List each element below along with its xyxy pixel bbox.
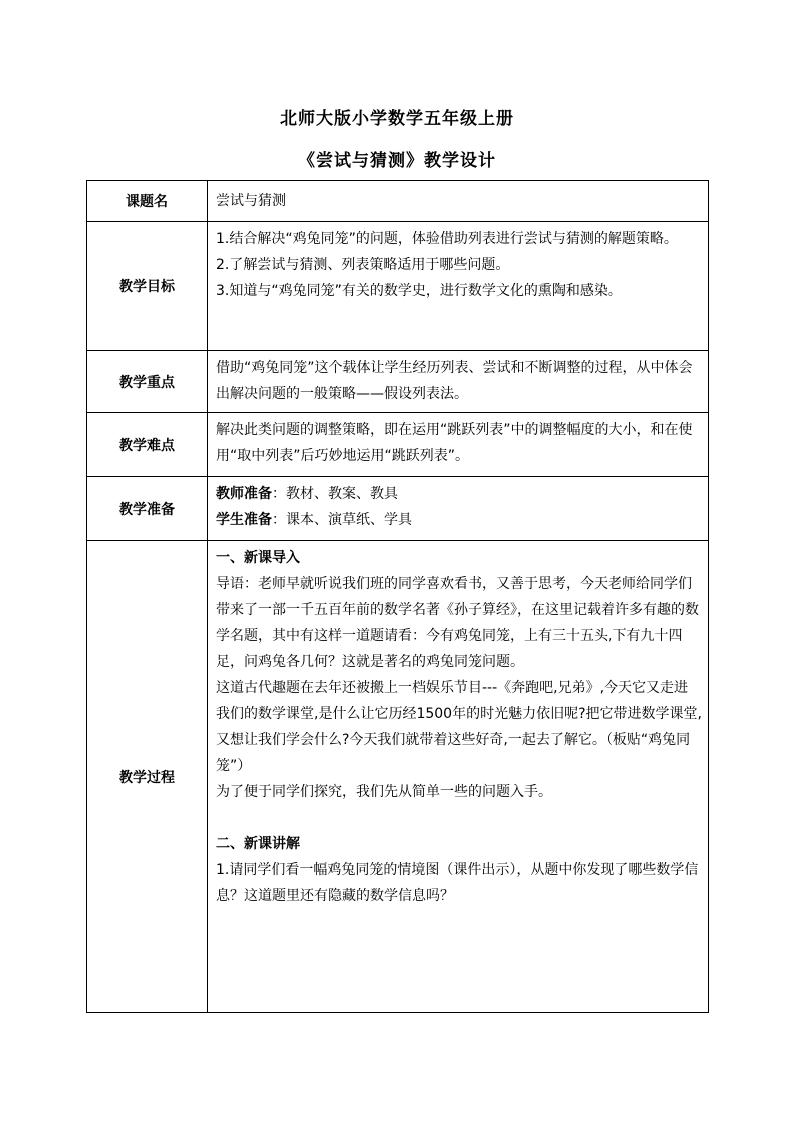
section2-heading: 二、新课讲解 <box>216 836 300 852</box>
row-key-points <box>87 351 709 413</box>
teacher-preparation-text: ：教材、教案、教具 <box>272 486 398 502</box>
content-key-points <box>208 351 709 413</box>
content-goals <box>208 222 709 351</box>
teacher-preparation <box>216 481 702 507</box>
teacher-preparation-label: 教师准备 <box>216 486 272 502</box>
row-preparation <box>87 477 709 541</box>
topic-text: 尝试与猜测 <box>216 193 286 209</box>
goal-item-2: 2.了解尝试与猜测、列表策略适用于哪些问题。 <box>216 257 510 273</box>
document-title-line2: 《尝试与猜测》教学设计 <box>298 151 496 171</box>
content-difficulties <box>208 413 709 477</box>
document-title-line1: 北师大版小学数学五年级上册 <box>280 109 514 129</box>
row-process <box>87 541 709 1013</box>
lesson-plan-table <box>86 180 709 1013</box>
label-difficulties: 教学难点 <box>87 413 208 477</box>
label-goals: 教学目标 <box>87 222 208 351</box>
student-preparation <box>216 507 702 533</box>
section1-paragraph-3: 为了便于同学们探究，我们先从简单一些的问题入手。 <box>216 784 552 800</box>
section1-paragraph-1: 导语：老师早就听说我们班的同学喜欢看书，又善于思考，今天老师给同学们带来了一部一千五百年前的数学名著《孙子算经》，在这里记载着许多有趣的数学名题，其中有这样一道题请看：今有鸡兔同笼，上有三十五头,下有九十四足，问鸡兔各几何？这就是著名的鸡兔同笼问题。 <box>216 576 699 670</box>
content-process <box>208 541 709 1013</box>
label-topic: 课题名 <box>87 181 208 222</box>
key-points-text: 借助“鸡兔同笼”这个载体让学生经历列表、尝试和不断调整的过程，从中体会出解决问题的一般策略——假设列表法。 <box>216 360 693 402</box>
goal-item-1: 1.结合解决“鸡兔同笼”的问题，体验借助列表进行尝试与猜测的解题策略。 <box>216 231 678 247</box>
row-difficulties <box>87 413 709 477</box>
student-preparation-text: ：课本、演草纸、学具 <box>272 512 412 528</box>
content-topic <box>208 181 709 222</box>
goal-item-3: 3.知道与“鸡兔同笼”有关的数学史，进行数学文化的熏陶和感染。 <box>216 283 622 299</box>
label-process: 教学过程 <box>87 541 208 1013</box>
student-preparation-label: 学生准备 <box>216 512 272 528</box>
blank-line <box>216 805 702 831</box>
label-preparation: 教学准备 <box>87 477 208 541</box>
section2-paragraph-1: 1.请同学们看一幅鸡兔同笼的情境图（课件出示），从题中你发现了哪些数学信息？这道题里还有隐藏的数学信息吗？ <box>216 862 699 904</box>
label-key-points: 教学重点 <box>87 351 208 413</box>
row-goals <box>87 222 709 351</box>
section1-paragraph-2: 这道古代趣题在去年还被搬上一档娱乐节目---《奔跑吧,兄弟》,今天它又走进我们的数学课堂,是什么让它历经1500年的时光魅力依旧呢?把它带进数学课堂,又想让我们学会什么?今天我们就带着这些好奇,一起去了解它。（板贴“鸡兔同笼”） <box>216 680 702 774</box>
content-preparation <box>208 477 709 541</box>
difficulties-text: 解决此类问题的调整策略，即在运用“跳跃列表”中的调整幅度的大小，和在使用“取中列表”后巧妙地运用“跳跃列表”。 <box>216 422 693 464</box>
row-topic <box>87 181 709 222</box>
section1-heading: 一、新课导入 <box>216 550 300 566</box>
